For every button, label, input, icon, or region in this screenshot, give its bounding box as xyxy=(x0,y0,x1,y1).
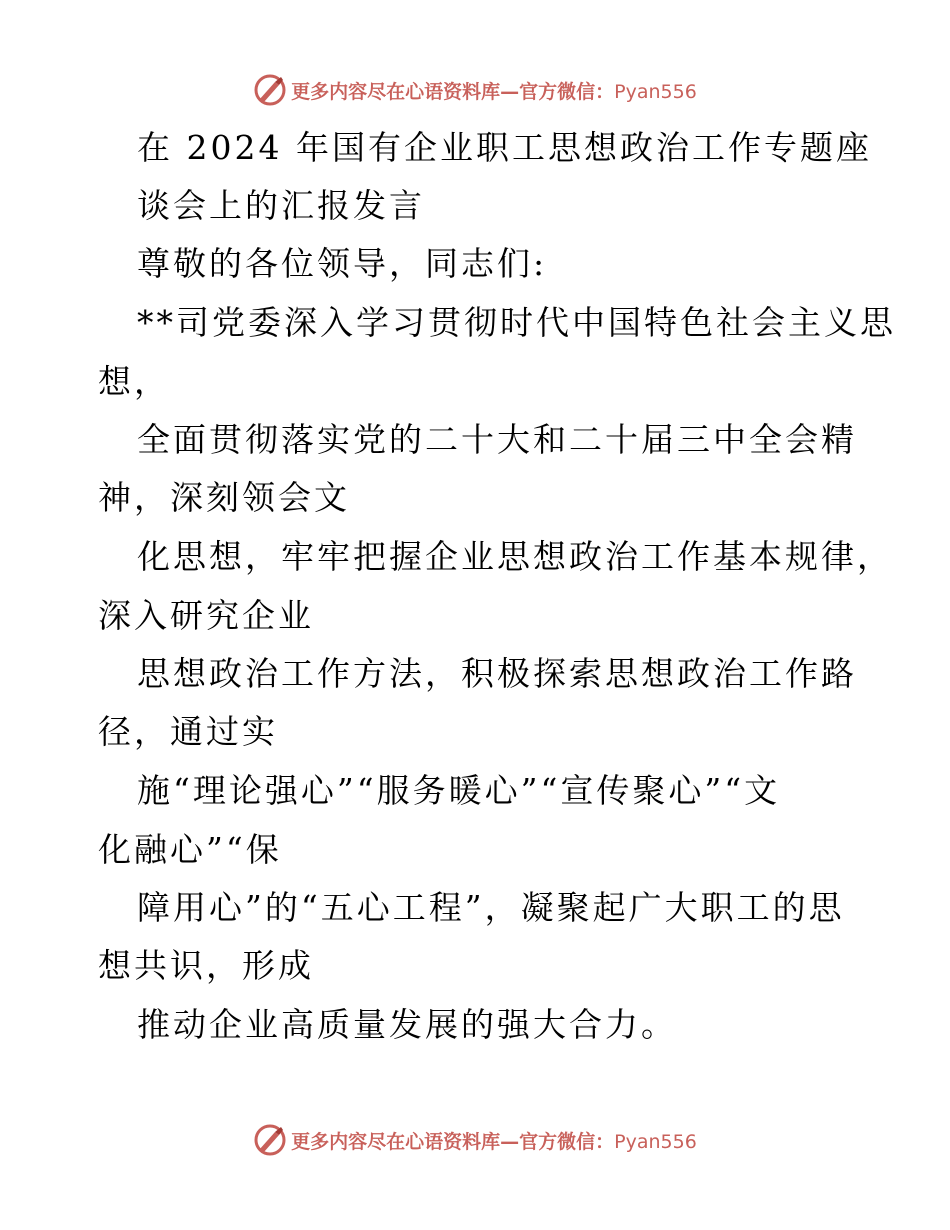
pen-circle-logo-icon xyxy=(253,1123,287,1157)
doc-salutation: 尊敬的各位领导，同志们: xyxy=(137,244,548,283)
doc-text-line: 径，通过实 xyxy=(98,712,278,751)
doc-title-line-2: 谈会上的汇报发言 xyxy=(137,186,425,225)
doc-text-line: 推动企业高质量发展的强大合力。 xyxy=(137,1005,677,1044)
doc-text-line: 想， xyxy=(98,362,170,401)
footer-watermark xyxy=(0,1122,950,1158)
doc-text-line: 深入研究企业 xyxy=(98,596,314,635)
watermark-text: 更多内容尽在心语资料库—官方微信：Pyan556 xyxy=(291,1130,697,1153)
doc-text-line: 神，深刻领会文 xyxy=(98,478,350,517)
doc-text-line: 想共识，形成 xyxy=(98,946,314,985)
doc-text-line: 障用心”的“五心工程”，凝聚起广大职工的思 xyxy=(137,888,845,927)
doc-text-line: 化思想，牢牢把握企业思想政治工作基本规律， xyxy=(137,537,893,576)
doc-text-line: 全面贯彻落实党的二十大和二十届三中全会精 xyxy=(137,420,857,459)
doc-text-line: 施“理论强心”“服务暖心”“宣传聚心”“文 xyxy=(137,771,781,810)
doc-text-line: **司党委深入学习贯彻时代中国特色社会主义思 xyxy=(137,303,896,342)
doc-text-line: 化融心”“保 xyxy=(98,830,282,869)
doc-title-line-1: 在 2024 年国有企业职工思想政治工作专题座 xyxy=(137,128,872,167)
doc-text-line: 思想政治工作方法，积极探索思想政治工作路 xyxy=(137,654,857,693)
watermark-text: 更多内容尽在心语资料库—官方微信：Pyan556 xyxy=(291,80,697,103)
